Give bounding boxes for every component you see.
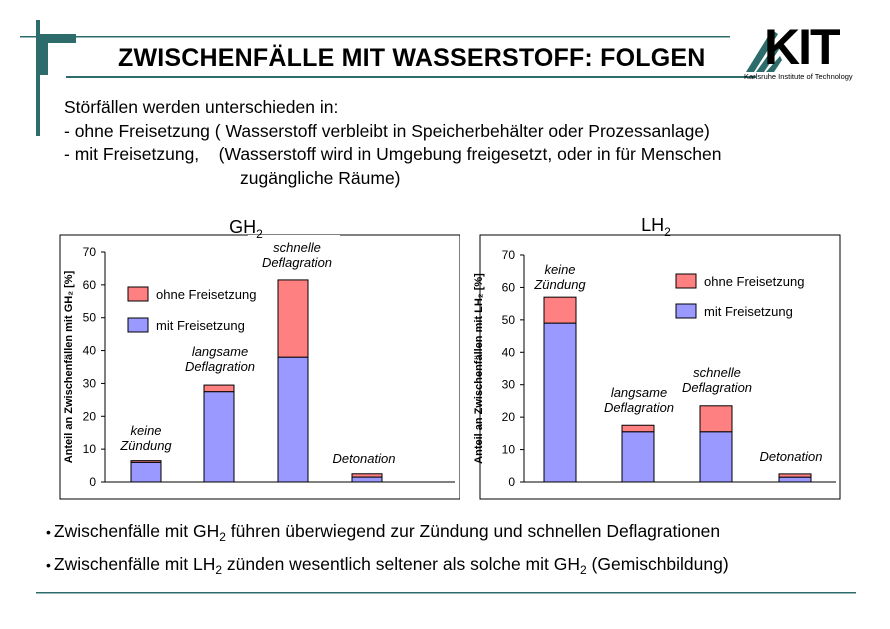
category-label: schnelle: [693, 365, 741, 380]
legend-label: ohne Freisetzung: [156, 287, 257, 302]
intro-text: [64, 96, 721, 190]
y-axis-label: Anteil an Zwischenfällen mit GH₂ [%]: [63, 270, 75, 464]
category-label: Zündung: [534, 277, 586, 292]
chart-frame: [60, 235, 460, 499]
kit-logo-subtitle: Karlsruhe Institute of Technology: [744, 72, 853, 81]
bar-mit-freisetzung: [700, 432, 732, 482]
y-tick-label: 60: [501, 280, 515, 295]
y-tick-label: 40: [501, 345, 515, 360]
category-label: Deflagration: [681, 380, 753, 395]
category-label: keine: [544, 262, 576, 277]
kit-logo: [742, 19, 867, 84]
bullet-item: • Zwischenfälle mit $LH_2$ zünden wesentlich seltener als solche mit $GH_2$ (Gemischbildung): [46, 554, 729, 577]
legend-swatch: [128, 287, 148, 301]
legend-label: ohne Freisetzung: [704, 274, 805, 289]
category-label: Deflagration: [603, 400, 675, 415]
chart-heading: $GH_2$: [229, 217, 263, 241]
y-tick-label: 20: [82, 409, 96, 424]
legend-swatch: [676, 304, 696, 318]
y-tick-label: 30: [82, 376, 96, 391]
bar-ohne-freisetzung: [352, 474, 382, 477]
legend-label: mit Freisetzung: [156, 318, 245, 333]
bar-ohne-freisetzung: [278, 280, 308, 357]
intro-line: zugängliche Räume): [240, 167, 401, 188]
frame-corner-block: [40, 34, 76, 43]
kit-logo-text: KIT: [764, 19, 839, 75]
bar-mit-freisetzung: [204, 392, 234, 482]
bar-ohne-freisetzung: [204, 385, 234, 392]
y-tick-label: 0: [508, 475, 515, 489]
intro-line: - ohne Freisetzung ( Wasserstoff verbleibt in Speicherbehälter oder Prozessanlage): [64, 120, 710, 141]
bar-mit-freisetzung: [622, 432, 654, 482]
legend-swatch: [128, 318, 148, 332]
y-tick-label: 60: [82, 277, 96, 292]
category-label: langsame: [191, 344, 249, 359]
y-tick-label: 70: [82, 245, 96, 259]
category-label: langsame: [610, 385, 668, 400]
category-label: keine: [130, 423, 162, 438]
category-label: Detonation: [759, 449, 823, 464]
y-tick-label: 70: [501, 248, 515, 262]
bar-mit-freisetzung: [352, 477, 382, 482]
legend-label: mit Freisetzung: [704, 304, 793, 319]
frame-bottom-line: [36, 592, 856, 594]
category-label: schnelle: [273, 240, 321, 255]
y-tick-label: 30: [501, 377, 515, 392]
category-label: Deflagration: [261, 255, 333, 270]
bar-mit-freisetzung: [131, 462, 161, 482]
y-tick-label: 40: [82, 343, 96, 358]
bullet-item: • Zwischenfälle mit $GH_2$ führen überwiegend zur Zündung und schnellen Deflagrationen: [46, 521, 721, 544]
y-tick-label: 50: [501, 312, 515, 327]
category-label: Deflagration: [184, 359, 256, 374]
bar-ohne-freisetzung: [131, 461, 161, 463]
y-tick-label: 50: [82, 310, 96, 325]
y-tick-label: 10: [501, 442, 515, 457]
y-tick-label: 10: [82, 442, 96, 457]
page-title: ZWISCHENFÄLLE MIT WASSERSTOFF: FOLGEN: [118, 44, 706, 72]
intro-line: - mit Freisetzung, (Wasserstoff wird in Umgebung freigesetzt, oder in für Menschen: [64, 144, 722, 164]
bar-ohne-freisetzung: [779, 474, 811, 477]
bar-mit-freisetzung: [278, 357, 308, 482]
bar-mit-freisetzung: [544, 323, 576, 482]
category-label: Detonation: [332, 451, 396, 466]
bullet-list: [46, 518, 729, 584]
y-tick-label: 20: [501, 410, 515, 425]
category-label: Zündung: [120, 438, 172, 453]
bar-ohne-freisetzung: [700, 406, 732, 432]
intro-line: Störfällen werden unterschieden in:: [64, 97, 339, 117]
y-tick-label: 0: [89, 475, 96, 489]
lh2-chart: [468, 205, 848, 500]
legend-swatch: [676, 274, 696, 288]
bar-ohne-freisetzung: [544, 297, 576, 323]
y-axis-label: Anteil an Zwischenfällen mit LH₂ [%]: [473, 273, 485, 464]
bar-mit-freisetzung: [779, 477, 811, 482]
gh2-chart: [50, 205, 460, 500]
chart-heading: $LH_2$: [641, 215, 671, 239]
frame-top-line: [20, 36, 730, 38]
bar-ohne-freisetzung: [622, 425, 654, 431]
frame-title-line: [66, 76, 756, 78]
frame-corner-block-inner: [40, 43, 48, 75]
